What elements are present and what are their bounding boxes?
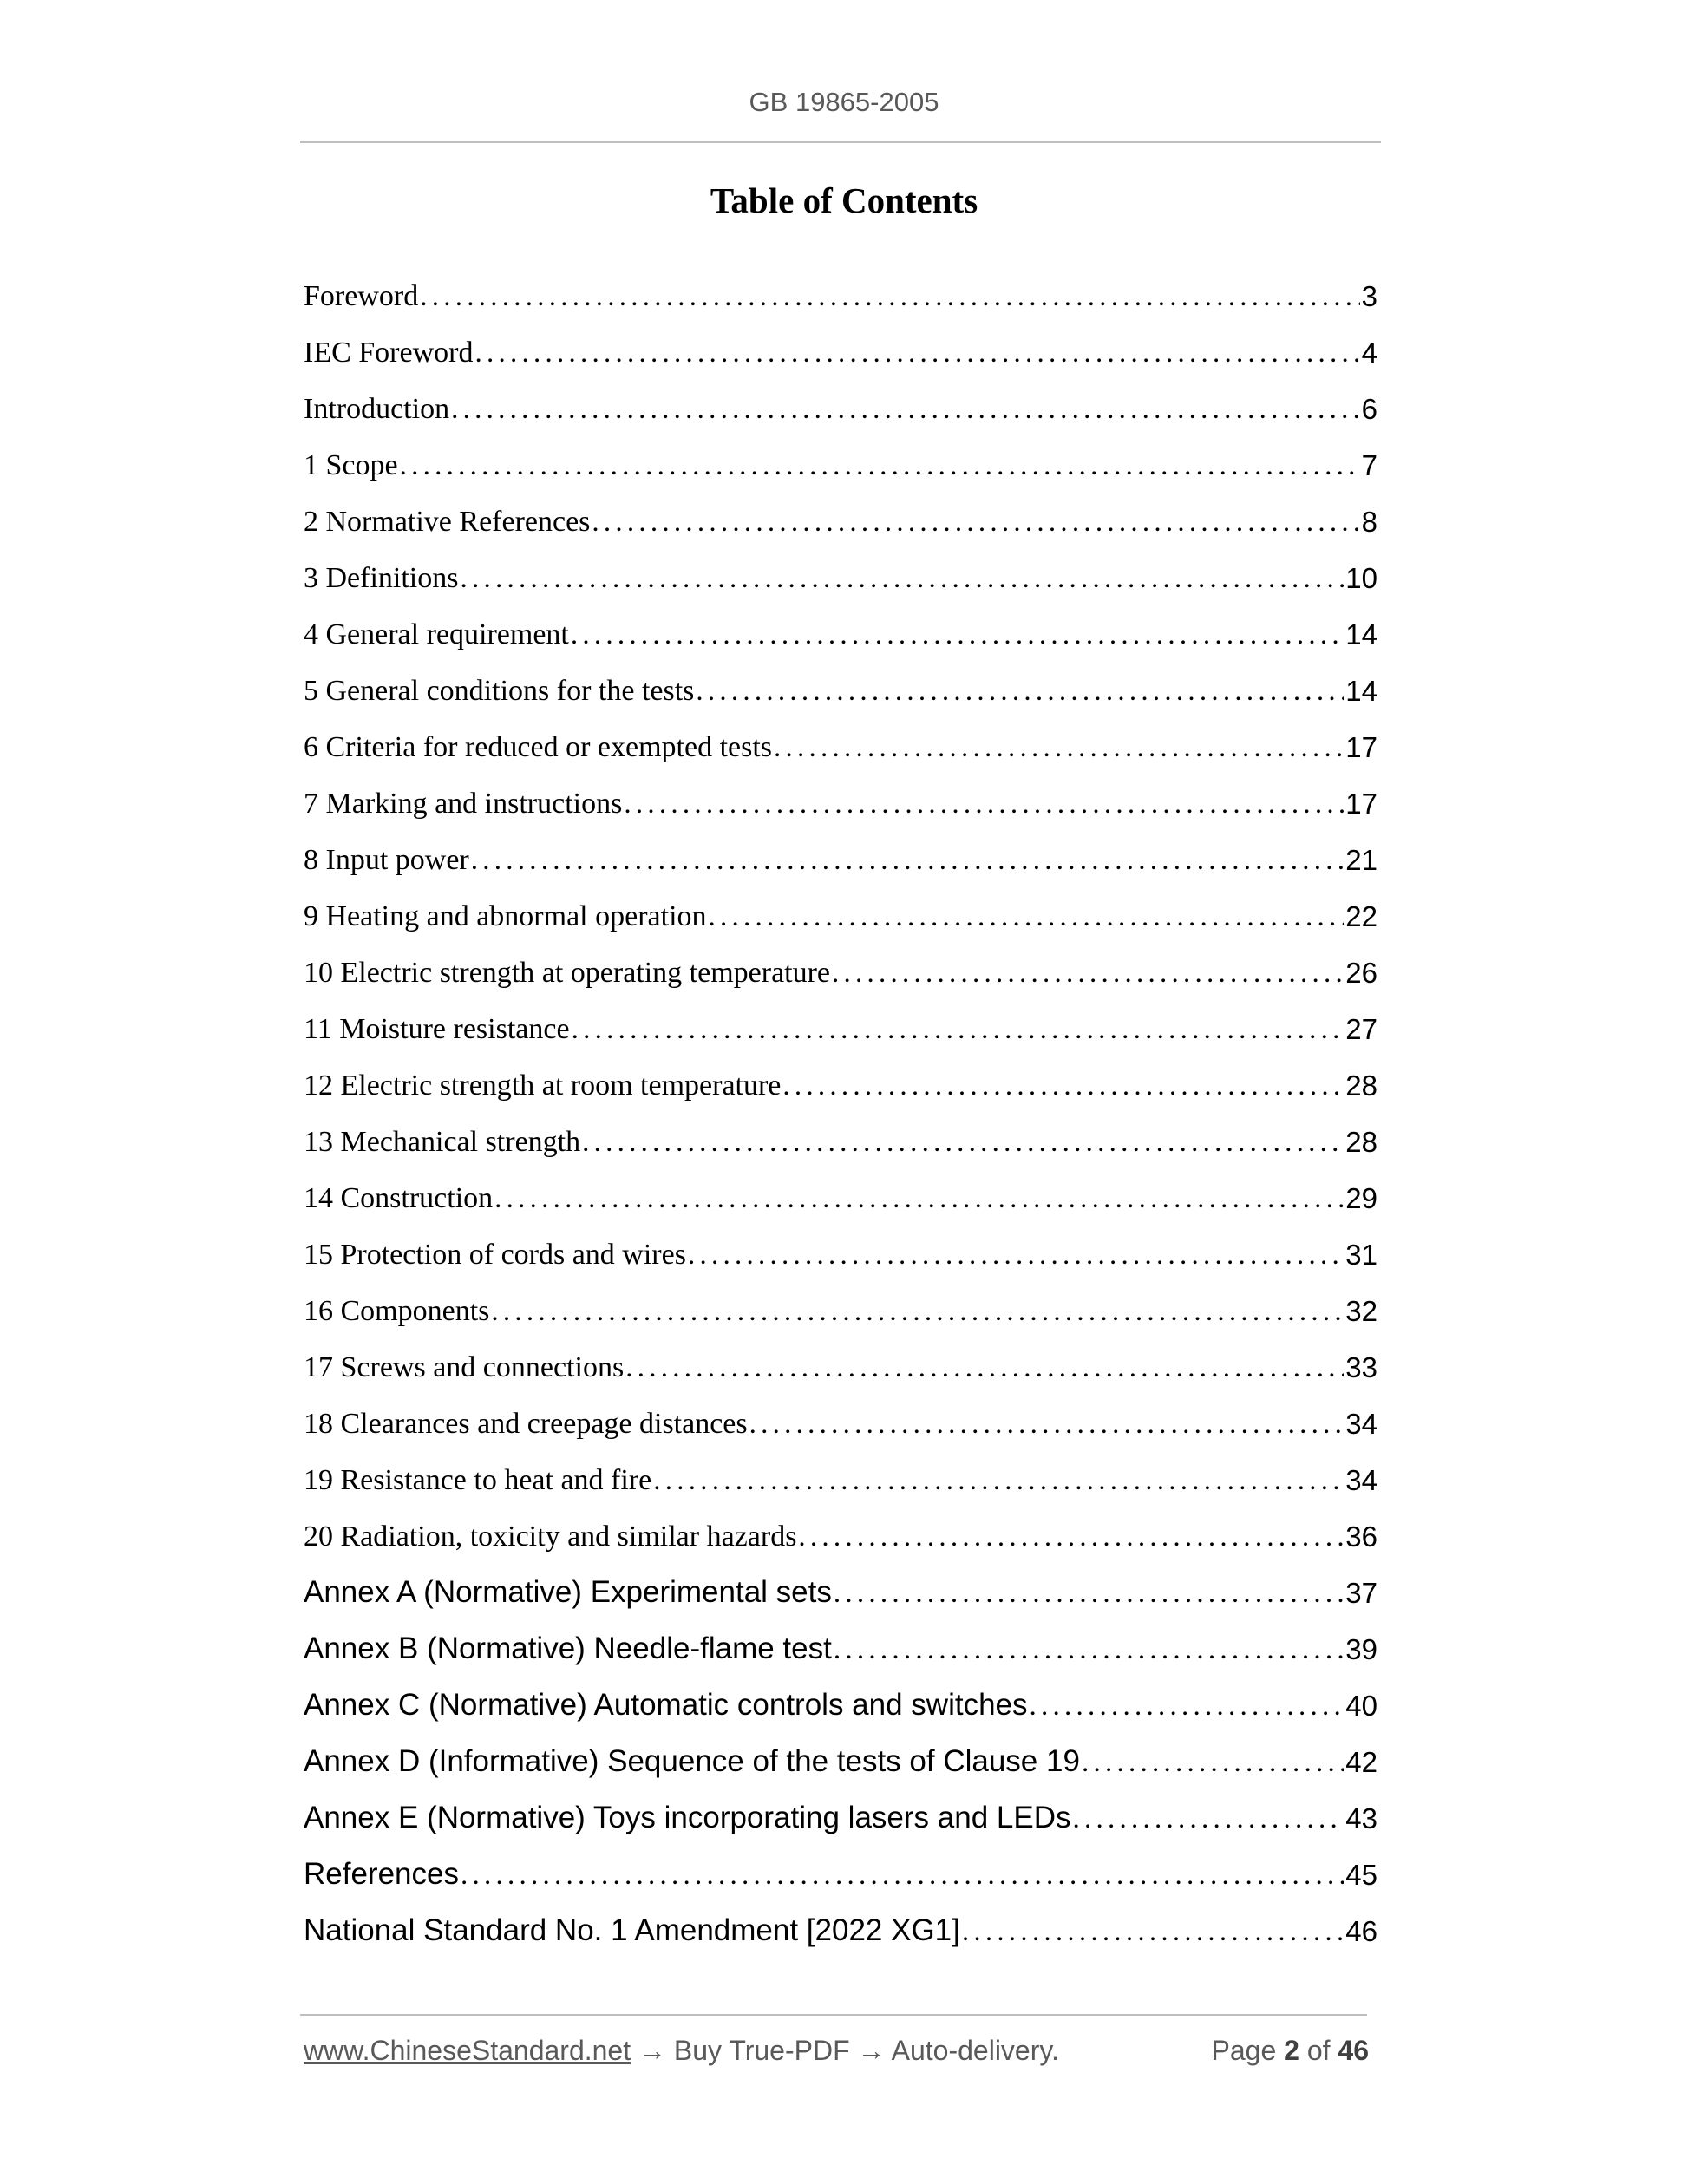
toc-entry[interactable] xyxy=(304,880,1377,937)
toc-entry[interactable] xyxy=(304,1726,1377,1782)
toc-entry-label: 9 Heating and abnormal operation xyxy=(304,900,707,932)
toc-dot-leader xyxy=(832,958,1344,990)
toc-entry-label: Introduction xyxy=(304,393,450,425)
toc-entry[interactable] xyxy=(304,260,1377,317)
header-doc-id: GB 19865-2005 xyxy=(749,87,939,117)
toc-dot-leader xyxy=(460,563,1344,595)
footer-left xyxy=(304,2035,1059,2067)
toc-dot-leader xyxy=(834,1634,1344,1666)
toc-entry-label: 11 Moisture resistance xyxy=(304,1013,570,1045)
toc-dot-leader xyxy=(592,507,1359,539)
toc-entry-page: 40 xyxy=(1345,1690,1377,1722)
toc-entry-page: 37 xyxy=(1345,1577,1377,1609)
toc-entry[interactable] xyxy=(304,1331,1377,1388)
toc-entry-page: 32 xyxy=(1345,1295,1377,1327)
toc-dot-leader xyxy=(571,619,1344,651)
toc-entry-label: 3 Definitions xyxy=(304,562,459,594)
toc-dot-leader xyxy=(582,1127,1344,1159)
toc-entry-label: References xyxy=(304,1857,459,1891)
toc-entry-page: 6 xyxy=(1361,393,1377,425)
toc-entry[interactable] xyxy=(304,1275,1377,1331)
footer-page-word: Page xyxy=(1211,2035,1277,2066)
toc-entry[interactable] xyxy=(304,937,1377,993)
toc-entry-page: 42 xyxy=(1345,1746,1377,1778)
toc-entry-label: Foreword xyxy=(304,280,419,312)
toc-entry-label: 17 Screws and connections xyxy=(304,1351,625,1383)
toc-dot-leader xyxy=(834,1578,1344,1610)
toc-entry-label: 15 Protection of cords and wires xyxy=(304,1239,686,1271)
table-of-contents xyxy=(304,260,1377,1952)
toc-entry-page: 7 xyxy=(1361,449,1377,481)
toc-entry-page: 17 xyxy=(1345,788,1377,820)
toc-entry-page: 26 xyxy=(1345,957,1377,989)
toc-entry-page: 29 xyxy=(1345,1182,1377,1214)
toc-entry-label: 12 Electric strength at room temperature xyxy=(304,1069,782,1102)
toc-entry-label: 16 Components xyxy=(304,1295,490,1327)
toc-entry-page: 43 xyxy=(1345,1802,1377,1834)
toc-entry-label: 2 Normative References xyxy=(304,506,591,538)
toc-entry-label: National Standard No. 1 Amendment [2022 XG1] xyxy=(304,1913,960,1947)
toc-entry[interactable] xyxy=(304,1049,1377,1106)
toc-entry[interactable] xyxy=(304,655,1377,711)
toc-entry[interactable] xyxy=(304,1557,1377,1613)
toc-entry-page: 22 xyxy=(1345,900,1377,932)
toc-entry-page: 8 xyxy=(1361,506,1377,538)
toc-entry-page: 34 xyxy=(1345,1408,1377,1440)
toc-entry[interactable] xyxy=(304,373,1377,429)
toc-entry-label: 10 Electric strength at operating temperature xyxy=(304,957,831,989)
toc-entry-label: 18 Clearances and creepage distances xyxy=(304,1408,748,1440)
footer-of-word: of xyxy=(1306,2035,1331,2066)
toc-entry-page: 3 xyxy=(1361,280,1377,312)
toc-dot-leader xyxy=(461,1860,1344,1892)
toc-dot-leader xyxy=(688,1239,1344,1272)
toc-dot-leader xyxy=(491,1296,1344,1328)
toc-entry[interactable] xyxy=(304,768,1377,824)
toc-entry[interactable] xyxy=(304,1501,1377,1557)
toc-entry-label: IEC Foreword xyxy=(304,337,474,369)
toc-entry-label: Annex E (Normative) Toys incorporating lasers and LEDs xyxy=(304,1801,1071,1834)
toc-entry-page: 27 xyxy=(1345,1013,1377,1045)
toc-entry-label: 19 Resistance to heat and fire xyxy=(304,1464,652,1496)
toc-entry-page: 14 xyxy=(1345,675,1377,707)
toc-entry[interactable] xyxy=(304,1106,1377,1162)
footer xyxy=(304,2035,1369,2073)
toc-dot-leader xyxy=(1082,1747,1344,1779)
header-divider xyxy=(300,141,1381,143)
toc-dot-leader xyxy=(774,732,1344,764)
toc-entry-label: 6 Criteria for reduced or exempted tests xyxy=(304,731,773,763)
toc-entry-label: 8 Input power xyxy=(304,844,469,876)
toc-dot-leader xyxy=(749,1409,1345,1441)
toc-entry-label: Annex A (Normative) Experimental sets xyxy=(304,1575,832,1609)
toc-dot-leader xyxy=(653,1465,1344,1497)
toc-entry-page: 21 xyxy=(1345,844,1377,876)
toc-entry-label: 5 General conditions for the tests xyxy=(304,675,695,707)
toc-entry-label: 20 Radiation, toxicity and similar hazards xyxy=(304,1520,797,1553)
toc-entry[interactable] xyxy=(304,429,1377,486)
toc-entry-label: Annex D (Informative) Sequence of the tests of Clause 19 xyxy=(304,1744,1080,1778)
toc-dot-leader xyxy=(962,1916,1344,1948)
toc-entry[interactable] xyxy=(304,1444,1377,1501)
toc-dot-leader xyxy=(400,450,1360,482)
toc-dot-leader xyxy=(624,788,1344,821)
toc-entry[interactable] xyxy=(304,317,1377,373)
toc-entry-label: 14 Construction xyxy=(304,1182,494,1214)
toc-entry-page: 28 xyxy=(1345,1069,1377,1102)
toc-dot-leader xyxy=(625,1352,1344,1384)
toc-entry[interactable] xyxy=(304,486,1377,542)
toc-entry-page: 14 xyxy=(1345,618,1377,651)
page-title: Table of Contents xyxy=(710,180,978,220)
toc-entry[interactable] xyxy=(304,1219,1377,1275)
toc-entry[interactable] xyxy=(304,824,1377,880)
toc-dot-leader xyxy=(572,1014,1345,1046)
toc-dot-leader xyxy=(494,1183,1344,1215)
toc-entry[interactable] xyxy=(304,1670,1377,1726)
toc-entry-page: 45 xyxy=(1345,1859,1377,1891)
toc-dot-leader xyxy=(1030,1690,1345,1723)
toc-entry[interactable] xyxy=(304,542,1377,598)
toc-entry-label: Annex B (Normative) Needle-flame test xyxy=(304,1631,832,1665)
toc-entry-page: 28 xyxy=(1345,1126,1377,1158)
toc-entry-page: 46 xyxy=(1345,1915,1377,1947)
toc-entry-page: 39 xyxy=(1345,1633,1377,1665)
footer-site-link[interactable]: www.ChineseStandard.net xyxy=(304,2035,631,2066)
toc-dot-leader xyxy=(474,337,1359,369)
toc-entry[interactable] xyxy=(304,993,1377,1049)
toc-entry-page: 10 xyxy=(1345,562,1377,594)
toc-entry-page: 36 xyxy=(1345,1520,1377,1553)
toc-entry-page: 17 xyxy=(1345,731,1377,763)
toc-entry[interactable] xyxy=(304,1839,1377,1895)
toc-entry[interactable] xyxy=(304,1613,1377,1670)
footer-divider xyxy=(300,2014,1367,2016)
toc-dot-leader xyxy=(696,676,1344,708)
toc-entry[interactable] xyxy=(304,1388,1377,1444)
toc-entry-label: 7 Marking and instructions xyxy=(304,788,623,820)
toc-dot-leader xyxy=(1072,1803,1344,1835)
toc-dot-leader xyxy=(471,845,1345,877)
toc-dot-leader xyxy=(451,394,1360,426)
footer-page-current: 2 xyxy=(1284,2035,1299,2066)
toc-entry[interactable] xyxy=(304,1895,1377,1952)
toc-dot-leader xyxy=(709,901,1345,933)
footer-page-total: 46 xyxy=(1338,2035,1369,2066)
toc-entry-page: 4 xyxy=(1361,337,1377,369)
toc-entry-label: 1 Scope xyxy=(304,449,398,481)
toc-entry-page: 31 xyxy=(1345,1239,1377,1271)
toc-dot-leader xyxy=(798,1521,1344,1553)
toc-entry-page: 33 xyxy=(1345,1351,1377,1383)
toc-entry-label: 13 Mechanical strength xyxy=(304,1126,581,1158)
toc-entry[interactable] xyxy=(304,1782,1377,1839)
toc-entry-label: Annex C (Normative) Automatic controls and switches xyxy=(304,1688,1028,1722)
toc-entry-page: 34 xyxy=(1345,1464,1377,1496)
toc-entry-label: 4 General requirement xyxy=(304,618,569,651)
toc-entry[interactable] xyxy=(304,1162,1377,1219)
footer-tagline: → Buy True-PDF → Auto-delivery. xyxy=(631,2035,1059,2066)
toc-dot-leader xyxy=(782,1070,1344,1102)
toc-entry[interactable] xyxy=(304,711,1377,768)
toc-entry[interactable] xyxy=(304,598,1377,655)
footer-page-indicator xyxy=(1212,2035,1369,2067)
toc-dot-leader xyxy=(420,281,1359,313)
